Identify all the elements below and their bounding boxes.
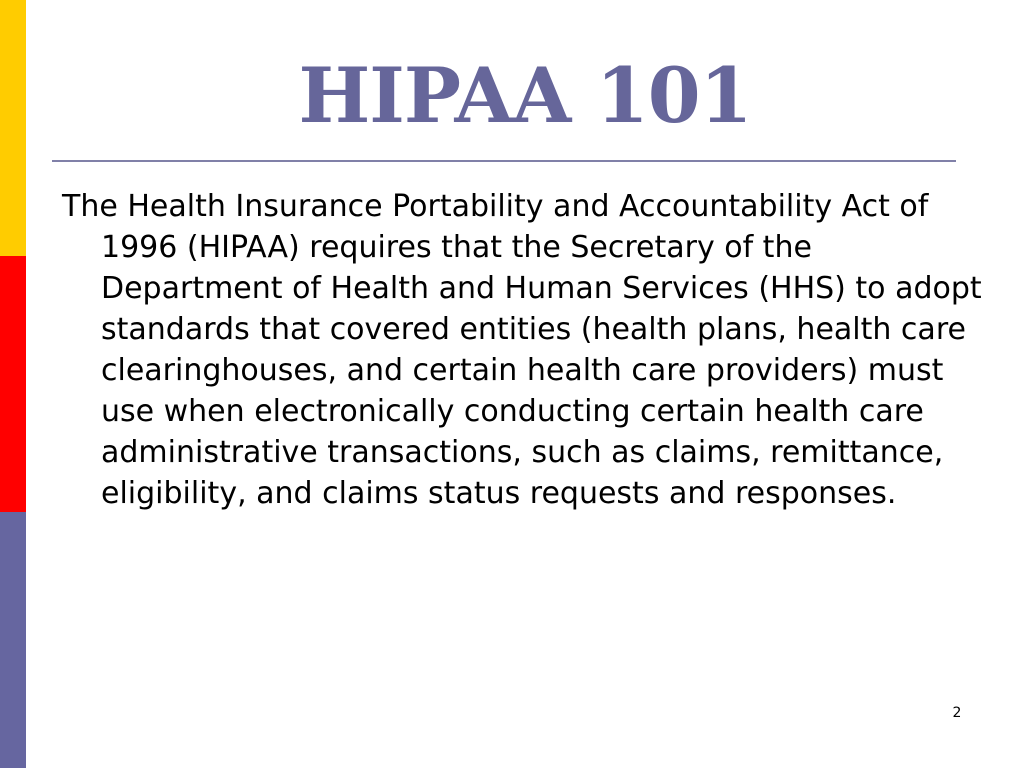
accent-bar-yellow-segment (0, 0, 26, 256)
accent-bar (0, 0, 26, 768)
page-number: 2 (952, 705, 962, 721)
slide-title: HIPAA 101 (298, 51, 752, 140)
slide-body-text: The Health Insurance Portability and Accountability Act of 1996 (HIPAA) requires that the Secretary of the Department of Health and Human Services (HHS) to adopt standards that covered entities (health plans, health care clearinghouses, and certain health care providers) must use when electronically conducting certain health care administrative transactions, such as claims, remittance, eligibility, and claims status requests and responses. (62, 189, 982, 511)
title-divider (52, 160, 956, 162)
accent-bar-red-segment (0, 256, 26, 512)
accent-bar-blue-segment (0, 512, 26, 768)
